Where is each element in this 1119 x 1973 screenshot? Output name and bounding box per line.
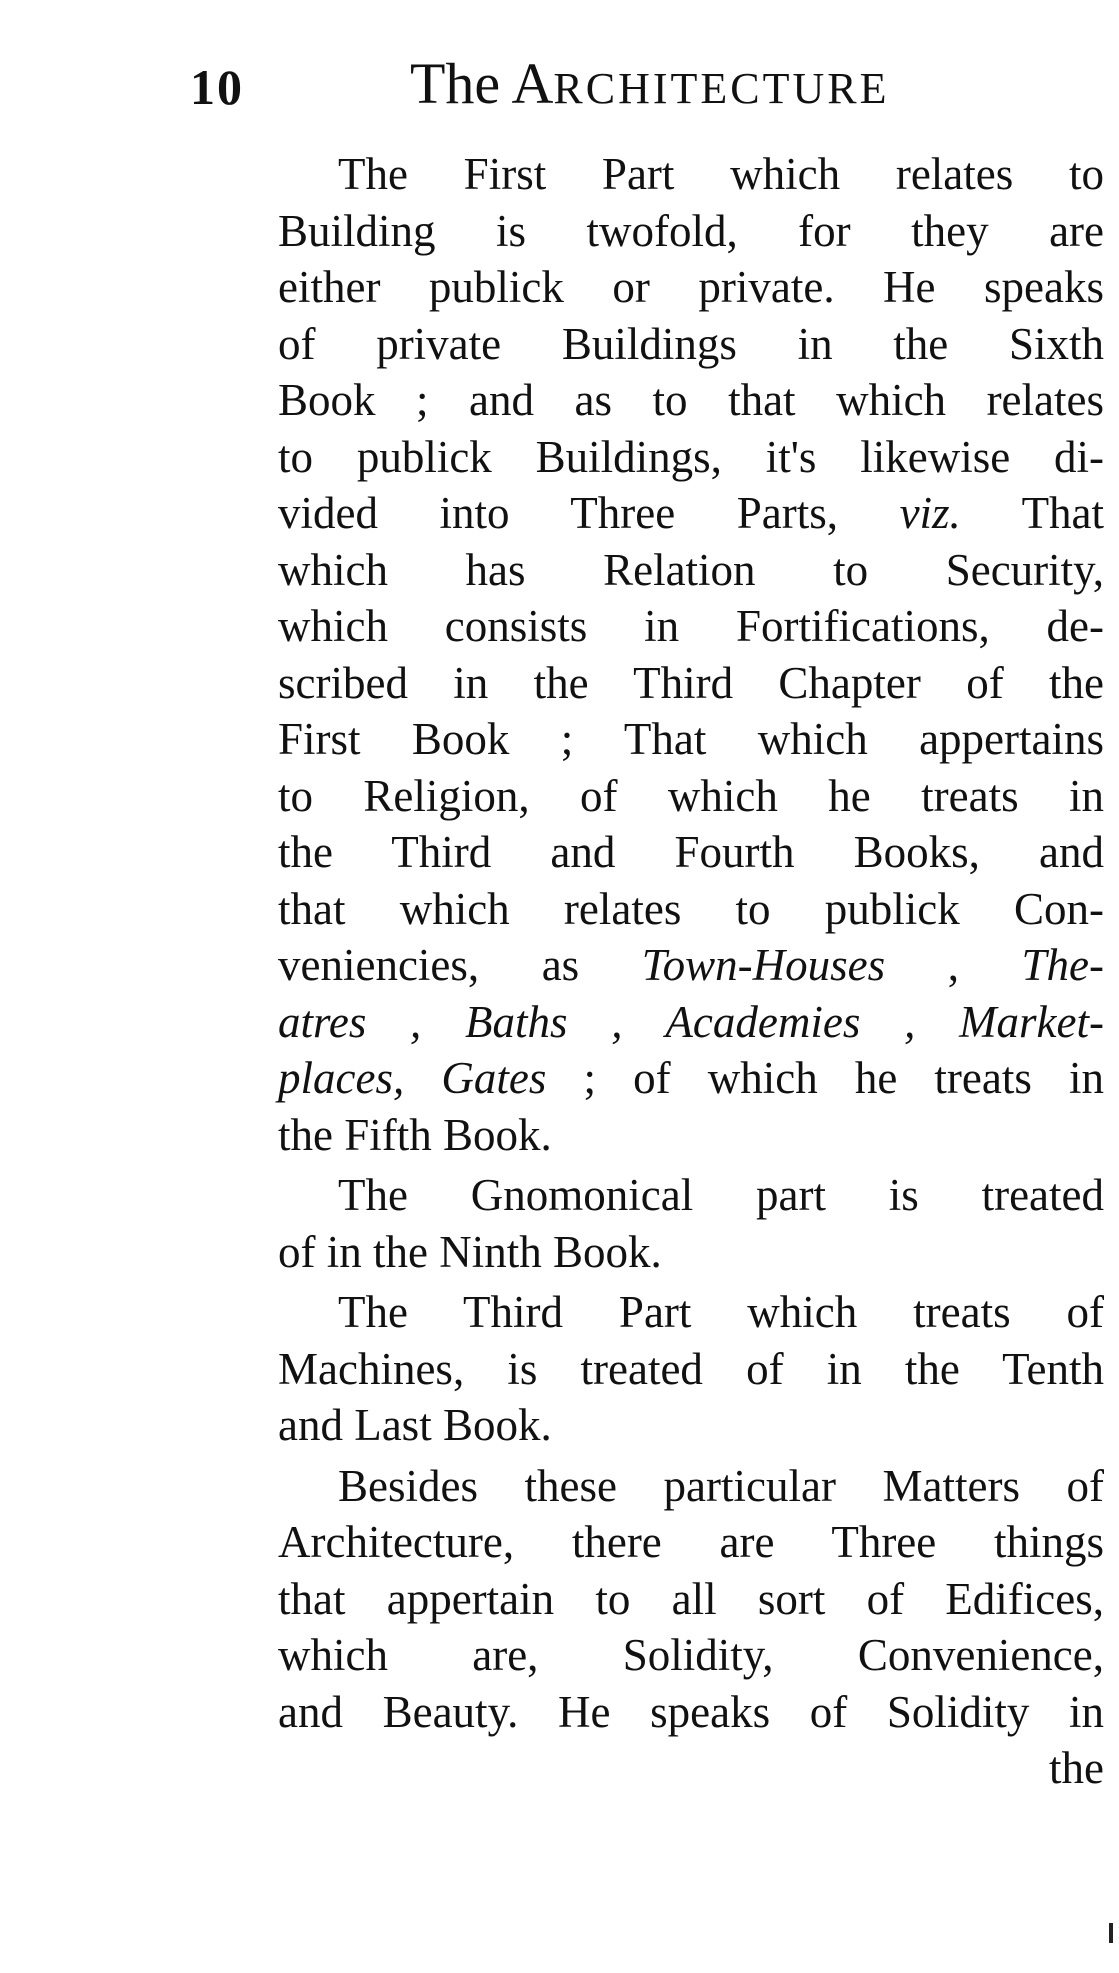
paragraph-besides: [278, 1458, 1104, 1797]
text-line: to publick Buildings, it's likewise di-: [278, 431, 1104, 482]
paragraph-machines: [278, 1284, 1104, 1454]
text-line: The Third Part which treats of: [338, 1287, 1104, 1337]
text-line: Building is twofold, for they are: [278, 205, 1104, 256]
text-line: either publick or private. He speaks: [278, 262, 1104, 312]
text-line: The First Part which relates to: [338, 149, 1104, 199]
body-text: [278, 146, 1104, 1797]
running-title-initial: A: [511, 51, 554, 116]
text-line: Besides these particular Matters of: [338, 1460, 1104, 1511]
running-title: [410, 50, 889, 117]
text-segment: That: [1021, 488, 1105, 538]
catchword: the: [1049, 1743, 1104, 1793]
text-line: the Third and Fourth Books, and: [278, 827, 1104, 877]
page-number: 10: [190, 59, 244, 115]
text-line: First Book ; That which appertains: [278, 714, 1104, 764]
text-line: of private Buildings in the Sixth: [278, 318, 1104, 369]
text-line: and Beauty. He speaks of Solidity in: [278, 1686, 1104, 1737]
text-line: [278, 1050, 1104, 1107]
text-segment: veniencies, as: [278, 940, 580, 990]
running-title-the: The: [410, 51, 501, 116]
text-line: atres , Baths , Academies , Market-: [278, 996, 1104, 1047]
italic-town-houses: Town-Houses: [641, 940, 886, 990]
text-line: scribed in the Third Chapter of the: [278, 657, 1104, 708]
text-line: that appertain to all sort of Edifices,: [278, 1573, 1104, 1624]
text-line: Book ; and as to that which relates: [278, 375, 1104, 425]
text-segment: ; of which he treats in: [583, 1053, 1105, 1103]
paragraph-gnomonical: [278, 1167, 1104, 1280]
text-line: to Religion, of which he treats in: [278, 770, 1104, 821]
paragraph-first-part: [278, 146, 1104, 1163]
italic-theatres: The-: [1021, 940, 1104, 990]
text-segment: vided into Three Parts,: [278, 488, 838, 538]
text-segment: ,: [947, 940, 959, 990]
text-line: the Fifth Book.: [278, 1109, 552, 1160]
text-line: Machines, is treated of in the Tenth: [278, 1343, 1104, 1394]
text-line: The Gnomonical part is treated: [338, 1170, 1104, 1220]
italic-viz: viz.: [899, 488, 961, 538]
running-head: [190, 50, 1110, 130]
text-line: that which relates to publick Con-: [278, 883, 1104, 934]
text-line: which consists in Fortifications, de-: [278, 601, 1104, 651]
text-line: of in the Ninth Book.: [278, 1226, 662, 1277]
page-edge-mark: [1109, 1923, 1113, 1943]
text-line: Architecture, there are Three things: [278, 1517, 1104, 1567]
text-line: [278, 937, 1104, 994]
text-line: [278, 485, 1104, 542]
italic-places-gates: places, Gates: [278, 1053, 547, 1103]
text-line: which are, Solidity, Convenience,: [278, 1630, 1104, 1680]
running-title-rest: RCHITECTURE: [553, 64, 890, 113]
text-line: which has Relation to Security,: [278, 544, 1104, 595]
text-line: and Last Book.: [278, 1400, 552, 1450]
